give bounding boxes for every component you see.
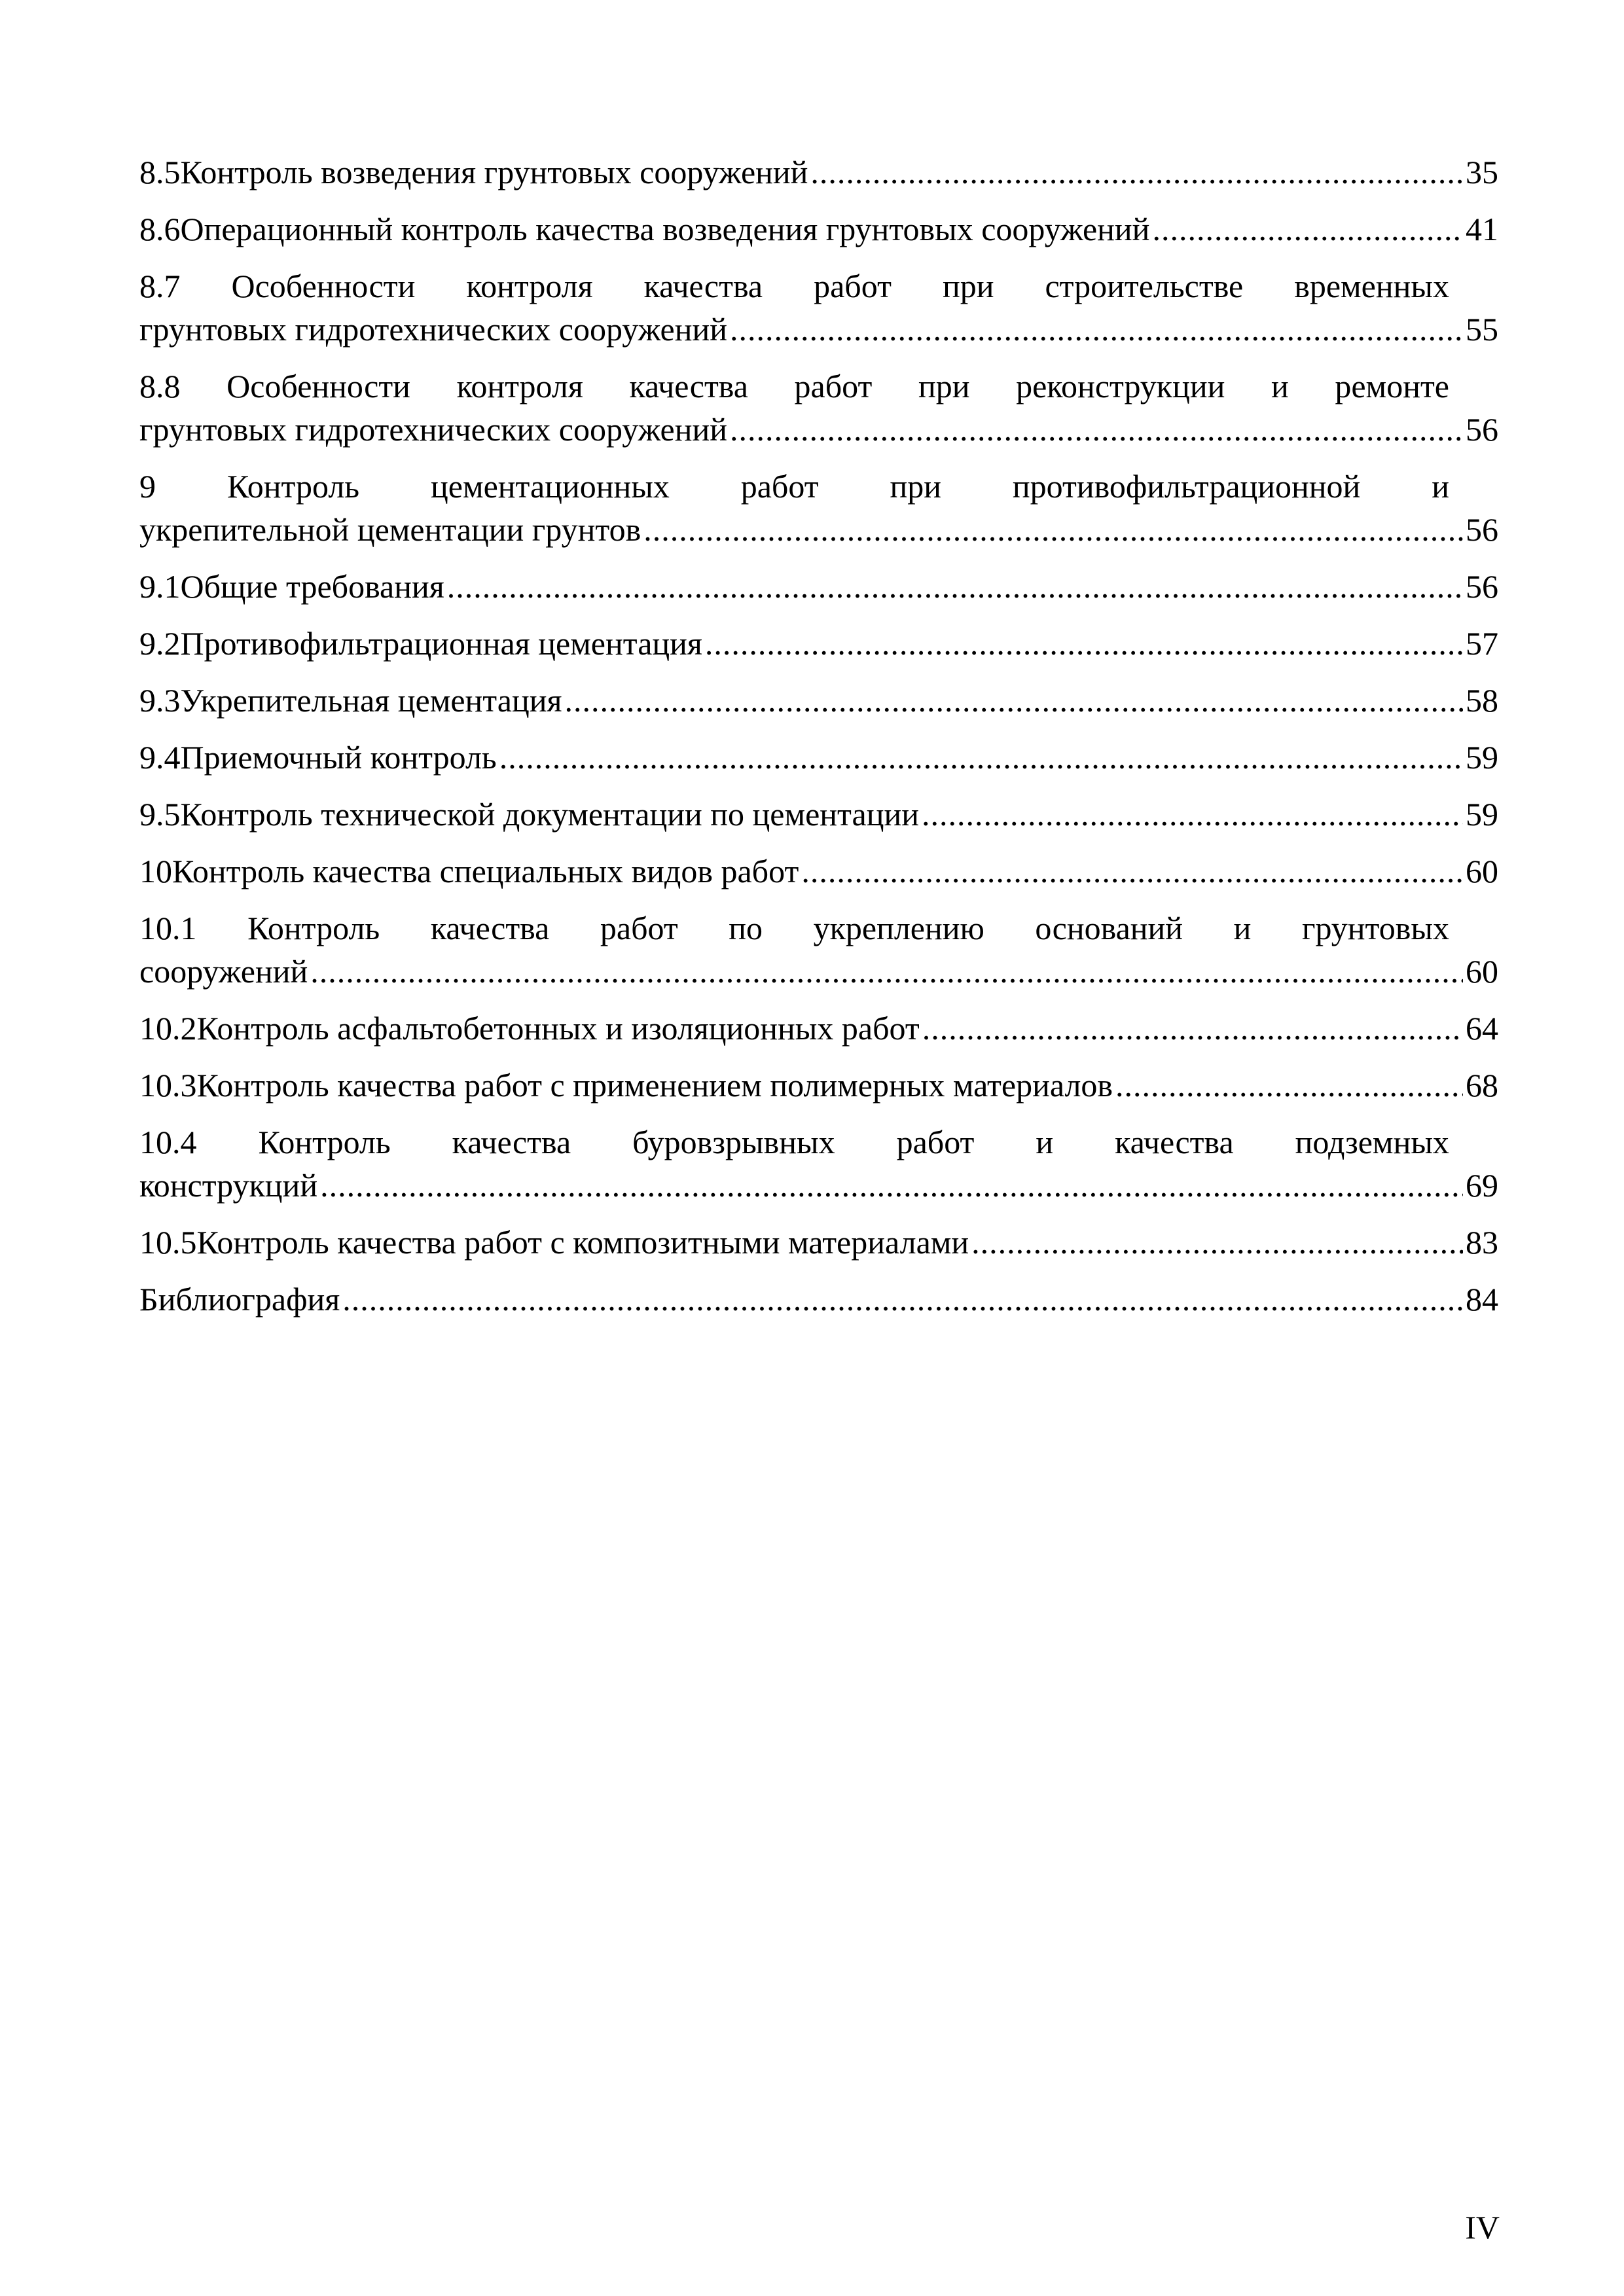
toc-entry-9-1[interactable] bbox=[139, 565, 1498, 608]
toc-title: Общие требования bbox=[180, 568, 444, 605]
toc-entry-8-6[interactable] bbox=[139, 207, 1498, 251]
toc-title-line bbox=[139, 365, 1449, 408]
toc-entry-10-4[interactable] bbox=[139, 1121, 1498, 1207]
toc-word: качества bbox=[629, 368, 748, 404]
toc-entry-9-3[interactable] bbox=[139, 679, 1498, 722]
toc-number: 9.5 bbox=[139, 796, 181, 833]
toc-title: Контроль технической документации по цементации bbox=[180, 796, 919, 833]
dot-leader bbox=[801, 850, 1463, 893]
toc-word: подземных bbox=[1295, 1124, 1449, 1160]
toc-entry-9-2[interactable] bbox=[139, 622, 1498, 665]
toc-number: 9 bbox=[139, 468, 156, 505]
toc-number: 9.1 bbox=[139, 568, 181, 605]
toc-title-continuation: грунтовых гидротехнических сооружений bbox=[139, 411, 727, 448]
dot-leader bbox=[730, 308, 1463, 351]
toc-title-line bbox=[139, 906, 1449, 950]
toc-title-continuation: укрепительной цементации грунтов bbox=[139, 511, 641, 548]
dot-leader bbox=[810, 151, 1463, 194]
toc-word: и bbox=[1233, 910, 1252, 946]
toc-word: при bbox=[890, 468, 941, 505]
toc-number: 8.6 bbox=[139, 211, 181, 247]
toc-number: 9.3 bbox=[139, 682, 181, 719]
toc-word: работ bbox=[794, 368, 873, 404]
dot-leader bbox=[922, 1007, 1463, 1050]
toc-word: при bbox=[942, 268, 994, 304]
toc-title-line bbox=[139, 465, 1449, 508]
dot-leader bbox=[971, 1221, 1463, 1264]
toc-number: 8.8 bbox=[139, 368, 181, 404]
toc-page-number: 83 bbox=[1466, 1224, 1498, 1261]
toc-word: по bbox=[729, 910, 763, 946]
toc-word: качества bbox=[430, 910, 550, 946]
toc-word: Особенности bbox=[231, 268, 416, 304]
toc-word: и bbox=[1036, 1124, 1054, 1160]
toc-number: 10.1 bbox=[139, 910, 197, 946]
toc-number: 10.4 bbox=[139, 1124, 197, 1160]
dot-leader bbox=[1152, 207, 1463, 251]
toc-page-number: 60 bbox=[1466, 953, 1498, 990]
toc-word: Особенности bbox=[226, 368, 410, 404]
toc-title: Контроль возведения грунтовых сооружений bbox=[180, 154, 808, 190]
page-folio: IV bbox=[1465, 2209, 1500, 2246]
toc-page-number: 64 bbox=[1466, 1010, 1498, 1047]
toc-word: работ bbox=[814, 268, 892, 304]
toc-title: Контроль качества специальных видов работ bbox=[172, 853, 799, 889]
toc-title: Приемочный контроль bbox=[180, 739, 497, 776]
toc-page-number: 41 bbox=[1466, 211, 1498, 247]
toc-title: Контроль асфальтобетонных и изоляционных работ bbox=[196, 1010, 920, 1047]
toc-title: Противофильтрационная цементация bbox=[180, 625, 702, 662]
toc-word: оснований bbox=[1035, 910, 1183, 946]
toc-page-number: 59 bbox=[1466, 796, 1498, 833]
toc-page-number: 35 bbox=[1466, 154, 1498, 190]
dot-leader bbox=[1115, 1064, 1463, 1107]
toc-number: 10.5 bbox=[139, 1224, 197, 1261]
toc-page-number: 57 bbox=[1466, 625, 1498, 662]
dot-leader bbox=[310, 950, 1463, 993]
toc-word: укреплению bbox=[813, 910, 984, 946]
toc-word: Контроль bbox=[247, 910, 380, 946]
toc-number: 10 bbox=[139, 853, 172, 889]
dot-leader bbox=[447, 565, 1463, 608]
toc-word: Контроль bbox=[258, 1124, 391, 1160]
toc-word: реконструкции bbox=[1016, 368, 1225, 404]
toc-word: ремонте bbox=[1335, 368, 1449, 404]
toc-number: 9.2 bbox=[139, 625, 181, 662]
toc-word: качества bbox=[1115, 1124, 1234, 1160]
toc-entry-10-5[interactable] bbox=[139, 1221, 1498, 1264]
toc-word: работ bbox=[740, 468, 819, 505]
toc-page-number: 68 bbox=[1466, 1067, 1498, 1103]
toc-page-number: 55 bbox=[1466, 311, 1498, 348]
toc-entry-9-4[interactable] bbox=[139, 736, 1498, 779]
toc-entry-8-8[interactable] bbox=[139, 365, 1498, 451]
toc-title-continuation: конструкций bbox=[139, 1167, 318, 1204]
toc-title-line bbox=[139, 1121, 1449, 1164]
toc-word: строительстве bbox=[1045, 268, 1244, 304]
table-of-contents bbox=[139, 151, 1498, 1335]
toc-title: Контроль качества работ с композитными материалами bbox=[196, 1224, 969, 1261]
toc-word: качества bbox=[452, 1124, 571, 1160]
toc-word: при bbox=[918, 368, 970, 404]
toc-page-number: 59 bbox=[1466, 739, 1498, 776]
toc-page-number: 69 bbox=[1466, 1167, 1498, 1204]
dot-leader bbox=[564, 679, 1463, 722]
dot-leader bbox=[342, 1278, 1463, 1321]
toc-entry-8-7[interactable] bbox=[139, 264, 1498, 351]
toc-title-line bbox=[139, 264, 1449, 308]
toc-entry-9[interactable] bbox=[139, 465, 1498, 551]
toc-page-number: 58 bbox=[1466, 682, 1498, 719]
toc-title-continuation: грунтовых гидротехнических сооружений bbox=[139, 311, 727, 348]
toc-word: и bbox=[1271, 368, 1289, 404]
toc-number: 8.5 bbox=[139, 154, 181, 190]
toc-word: цементационных bbox=[431, 468, 670, 505]
toc-page-number: 84 bbox=[1466, 1281, 1498, 1318]
toc-entry-10[interactable] bbox=[139, 850, 1498, 893]
dot-leader bbox=[499, 736, 1463, 779]
toc-page-number: 56 bbox=[1466, 411, 1498, 448]
dot-leader bbox=[730, 408, 1463, 451]
toc-entry-10-1[interactable] bbox=[139, 906, 1498, 993]
dot-leader bbox=[705, 622, 1463, 665]
toc-page-number: 60 bbox=[1466, 853, 1498, 889]
toc-page-number: 56 bbox=[1466, 568, 1498, 605]
toc-word: временных bbox=[1294, 268, 1449, 304]
dot-leader bbox=[320, 1164, 1463, 1207]
toc-title: Библиография bbox=[139, 1281, 340, 1318]
toc-page-number: 56 bbox=[1466, 511, 1498, 548]
toc-title: Контроль качества работ с применением полимерных материалов bbox=[196, 1067, 1113, 1103]
toc-word: контроля bbox=[456, 368, 583, 404]
toc-word: контроля bbox=[466, 268, 593, 304]
toc-number: 10.2 bbox=[139, 1010, 197, 1047]
toc-word: и bbox=[1432, 468, 1449, 505]
toc-entry-8-5[interactable] bbox=[139, 151, 1498, 194]
toc-title: Операционный контроль качества возведения грунтовых сооружений bbox=[180, 211, 1150, 247]
toc-entry-10-3[interactable] bbox=[139, 1064, 1498, 1107]
toc-word: работ bbox=[600, 910, 678, 946]
toc-word: работ bbox=[896, 1124, 975, 1160]
toc-entry-bibliography[interactable] bbox=[139, 1278, 1498, 1321]
toc-word: грунтовых bbox=[1301, 910, 1449, 946]
toc-word: противофильтрационной bbox=[1012, 468, 1361, 505]
toc-word: буровзрывных bbox=[632, 1124, 835, 1160]
toc-entry-10-2[interactable] bbox=[139, 1007, 1498, 1050]
toc-title-continuation: сооружений bbox=[139, 953, 308, 990]
toc-word: качества bbox=[643, 268, 763, 304]
toc-number: 10.3 bbox=[139, 1067, 197, 1103]
toc-entry-9-5[interactable] bbox=[139, 793, 1498, 836]
toc-title: Укрепительная цементация bbox=[180, 682, 562, 719]
dot-leader bbox=[643, 508, 1463, 551]
toc-number: 8.7 bbox=[139, 268, 181, 304]
toc-number: 9.4 bbox=[139, 739, 181, 776]
dot-leader bbox=[922, 793, 1463, 836]
toc-word: Контроль bbox=[226, 468, 360, 505]
